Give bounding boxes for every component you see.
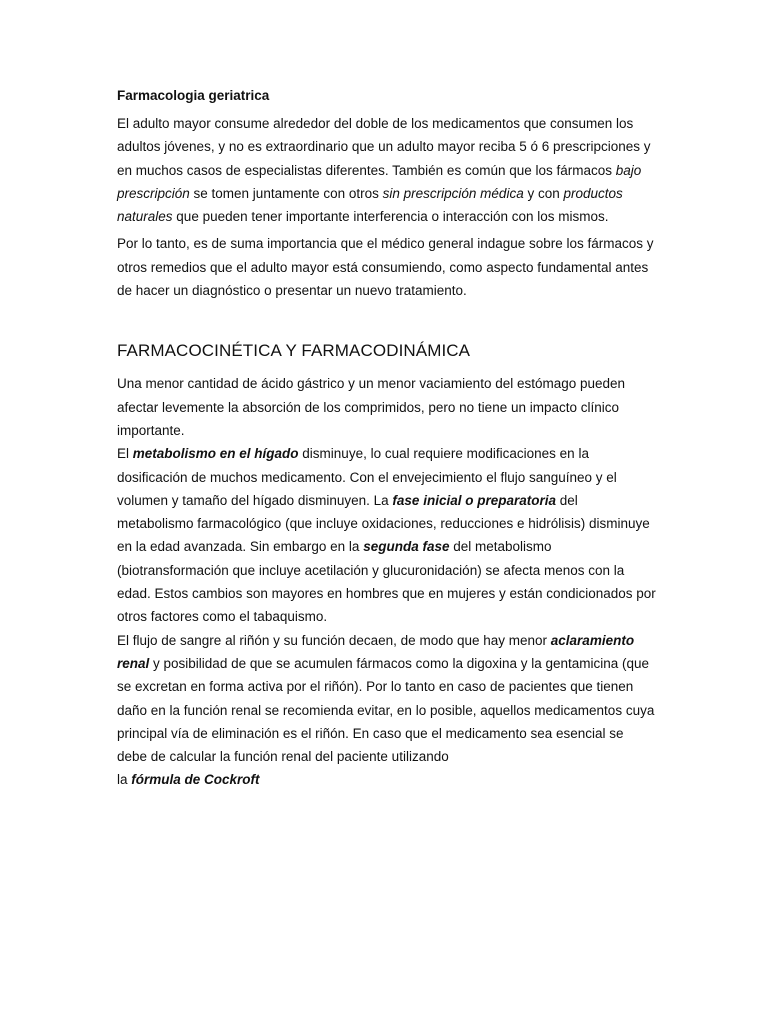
text-run: El flujo de sangre al riñón y su función decaen, de modo que hay menor (117, 632, 551, 648)
text-run: y con (523, 185, 564, 201)
section-paragraph-4 (117, 768, 657, 791)
section-paragraph-3 (117, 629, 657, 769)
document-title: Farmacologia geriatrica (117, 88, 270, 103)
text-run: El (117, 446, 133, 462)
italic-term-sin-prescripcion: sin prescripción médica (382, 185, 524, 201)
text-run: del metabolismo farmacológico (que incluye oxidaciones, reducciones e hidrólisis) disminuye en la edad avanzada. Sin embargo en la (117, 492, 650, 555)
intro-paragraph-1 (117, 112, 657, 228)
section-paragraph-1: Una menor cantidad de ácido gástrico y un menor vaciamiento del estómago pueden afectar levemente la absorción de los comprimidos, pero no tiene un impacto clínico importante. (117, 376, 626, 438)
intro-paragraph-2: Por lo tanto, es de suma importancia que el médico general indague sobre los fármacos y otros remedios que el adulto mayor está consumiendo, como aspecto fundamental antes de hacer un diagnóstico o presentar un nuevo tratamiento. (117, 236, 654, 299)
bold-term-segunda-fase: segunda fase (363, 539, 450, 555)
bold-term-fase-inicial: fase inicial o preparatoria (392, 492, 556, 508)
bold-term-formula-cockroft: fórmula de Cockroft (131, 772, 260, 788)
italic-term-productos-naturales: productos naturales (117, 185, 623, 225)
text-run: se tomen juntamente con otros (189, 185, 383, 201)
section-paragraph-2 (117, 442, 657, 628)
text-run: y posibilidad de que se acumulen fármacos como la digoxina y la gentamicina (que se excretan en forma activa por el riñón). Por lo tanto en caso de pacientes que tienen daño en la función renal se recomienda evitar, en lo posible, aquellos medicamentos cuya principal vía de eliminación es el riñón. En caso que el medicamento sea esencial se debe de calcular la función renal del paciente utilizando (117, 655, 655, 765)
text-run: que pueden tener importante interferencia o interacción con los mismos. (172, 209, 609, 225)
text-run: El adulto mayor consume alrededor del doble de los medicamentos que consumen los adultos jóvenes, y no es extraordinario que un adulto mayor reciba 5 ó 6 prescripciones y en muchos casos de especialistas diferentes. También es común que los fármacos (117, 116, 651, 178)
section-heading: FARMACOCINÉTICA Y FARMACODINÁMICA (117, 341, 471, 361)
document-page (117, 86, 657, 792)
bold-term-metabolismo-higado: metabolismo en el hígado (132, 446, 299, 462)
text-run: disminuye, lo cual requiere modificaciones en la dosificación de muchos medicamento. Con el envejecimiento el flujo sanguíneo y el volumen y tamaño del hígado disminuyen. La (117, 446, 617, 508)
italic-term-bajo-prescripcion: bajo prescripción (117, 162, 642, 201)
text-run: la (117, 772, 132, 788)
bold-term-aclaramiento-renal: aclaramiento renal (117, 632, 635, 671)
text-run: del metabolismo (biotransformación que incluye acetilación y glucuronidación) se afecta menos con la edad. Estos cambios son mayores en hombres que en mujeres y están condicionados por otros factores como el tabaquismo. (117, 539, 656, 625)
